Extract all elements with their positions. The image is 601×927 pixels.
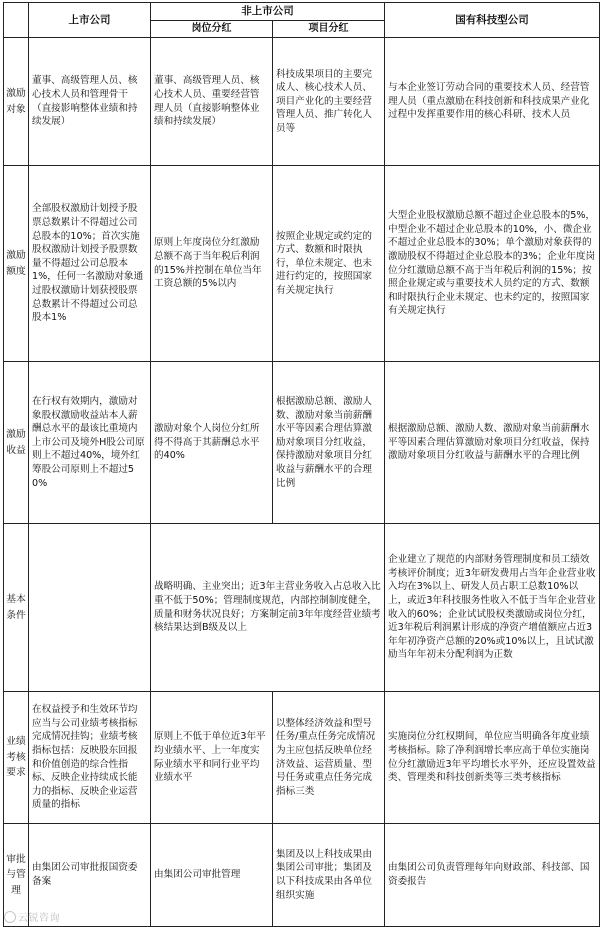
table-row — [4, 38, 600, 166]
row-label-approval: 审批与管理 — [4, 824, 29, 927]
watermark-text: 云锐咨询 — [18, 913, 60, 924]
incentive-comparison-table — [3, 2, 600, 927]
header-listed: 上市公司 — [29, 3, 151, 38]
cell-position: 董事、高级管理人员、核心技术人员、重要经营管理人员（直接影响整体业绩和持续发展） — [151, 38, 273, 166]
row-label-conditions: 基本条件 — [4, 524, 29, 692]
table-row — [4, 824, 600, 927]
row-label-performance: 业绩考核要求 — [4, 692, 29, 824]
corner-cell — [4, 3, 29, 38]
cell-state-tech: 根据激励总额、激励人数、激励对象当前薪酬水平等因素合理估算激励对象项目分红收益，保持激励对象项目分红收益与薪酬水平的合理比例 — [385, 362, 600, 524]
cell-state-tech: 大型企业股权激励总额不超过企业总股本的5%，中型企业不超过企业总股本的10%，小、微企业不超过企业总股本的30%；单个激励对象获得的激励股权不得超过企业总股本的3%；企业年度岗位分红激励总额不高于当年税后利润的15%；按照企业规定或与重要技术人员约定的方式、数额和时限执行企业未规定、也未约定的，按照国家有关规定执行 — [385, 166, 600, 362]
header-position-dividend: 岗位分红 — [151, 20, 273, 37]
cell-non-listed-merged: 战略明确、主业突出；近3年主营业务收入占总收入比重不低于50%；管理制度规范，内部控制制度健全，质量和财务状况良好；方案制定前3年年度经营业绩考核结果达到B级及以上 — [151, 524, 385, 692]
header-project-dividend: 项目分红 — [273, 20, 385, 37]
cell-project: 以整体经济效益和型号任务/重点任务完成情况为主应包括反映单位经济效益、运营质量、型号任务或重点任务完成指标三类 — [273, 692, 385, 824]
cell-listed: 全部股权激励计划授予股票总数累计不得超过公司总股本的10%；首次实施股权激励计划授予股票数量不得超过公司总股本1%，任何一名激励对象通过股权激励计划获授股票总数累计不得超过公司总股本1% — [29, 166, 151, 362]
header-non-listed: 非上市公司 — [151, 3, 385, 21]
cell-listed — [29, 524, 151, 692]
cell-project: 集团及以上科技成果由集团公司审批；集团及以下科技成果由各单位组织实施 — [273, 824, 385, 927]
row-label-income: 激励收益 — [4, 362, 29, 524]
cell-listed: 在行权有效期内，激励对象股权激励收益站本人薪酬总水平的最该比重境内上市公司及境外H股公司原则上不超过40%，境外红筹股公司原则上不超过50% — [29, 362, 151, 524]
watermark — [4, 909, 60, 924]
cell-state-tech: 实施岗位分红权期间，单位应当明确各年度业绩考核指标。除了净利润增长率应高于单位实施岗位分红激励近3年平均增长水平外，还应设置效益类、管理类和科技创新类等三类考核指标 — [385, 692, 600, 824]
table-row — [4, 692, 600, 824]
cell-position: 由集团公司审批管理 — [151, 824, 273, 927]
table-row — [4, 166, 600, 362]
cell-project: 按照企业规定或约定的方式、数额和时限执行，单位未规定、也未进行约定的，按照国家有关规定执行 — [273, 166, 385, 362]
cell-state-tech: 由集团公司负责管理每年向财政部、科技部、国资委报告 — [385, 824, 600, 927]
cell-listed: 由集团公司审批报国资委备案 — [29, 824, 151, 927]
header-state-tech: 国有科技型公司 — [385, 3, 600, 38]
table-row — [4, 362, 600, 524]
table-row — [4, 524, 600, 692]
cell-project: 科技成果项目的主要完成人、核心技术人员、项目产业化的主要经营管理人员、推广转化人员等 — [273, 38, 385, 166]
cell-state-tech: 与本企业签订劳动合同的重要技术人员、经营管理人员（重点激励在科技创新和科技成果产业化过程中发挥重要作用的核心科研、技术人员 — [385, 38, 600, 166]
cell-position: 激励对象个人岗位分红所得不得高于其薪酬总水平的40% — [151, 362, 273, 524]
cell-position: 原则上不低于单位近3年平均业绩水平、上一年度实际业绩水平和同行业平均业绩水平 — [151, 692, 273, 824]
row-label-amount: 激励额度 — [4, 166, 29, 362]
cell-project: 根据激励总额、激励人数、激励对象当前薪酬水平等因素合理估算激励对象项目分红收益，保持激励对象项目分红收益与薪酬水平的合理比例 — [273, 362, 385, 524]
watermark-logo-icon — [4, 911, 16, 923]
row-label-targets: 激励对象 — [4, 38, 29, 166]
cell-state-tech: 企业建立了规范的内部财务管理制度和员工绩效考核评价制度；近3年研发费用占当年企业营业收入均在3%以上、研发人员占职工总数10%以上，或近3年科技服务性收入不低于当年企业营业收入的60%；企业试试股权类激励或岗位分红，近3年税后利润累计形成的净资产增值额应占近3年年初净资产总额的20%或10%以上，且试试激励当年年初未分配利润为正数 — [385, 524, 600, 692]
cell-listed: 在权益授予和生效环节均应当与公司业绩考核指标完成情况挂钩；业绩考核指标包括：反映股东回报和价值创造的综合性指标、反映企业持续成长能力的指标、反映企业运营质量的指标 — [29, 692, 151, 824]
cell-listed: 董事、高级管理人员、核心技术人员和管理骨干（直接影响整体业绩和持续发展） — [29, 38, 151, 166]
cell-position: 原则上年度岗位分红激励总额不高于当年税后利润的15%并控制在单位当年工资总额的5%以内 — [151, 166, 273, 362]
